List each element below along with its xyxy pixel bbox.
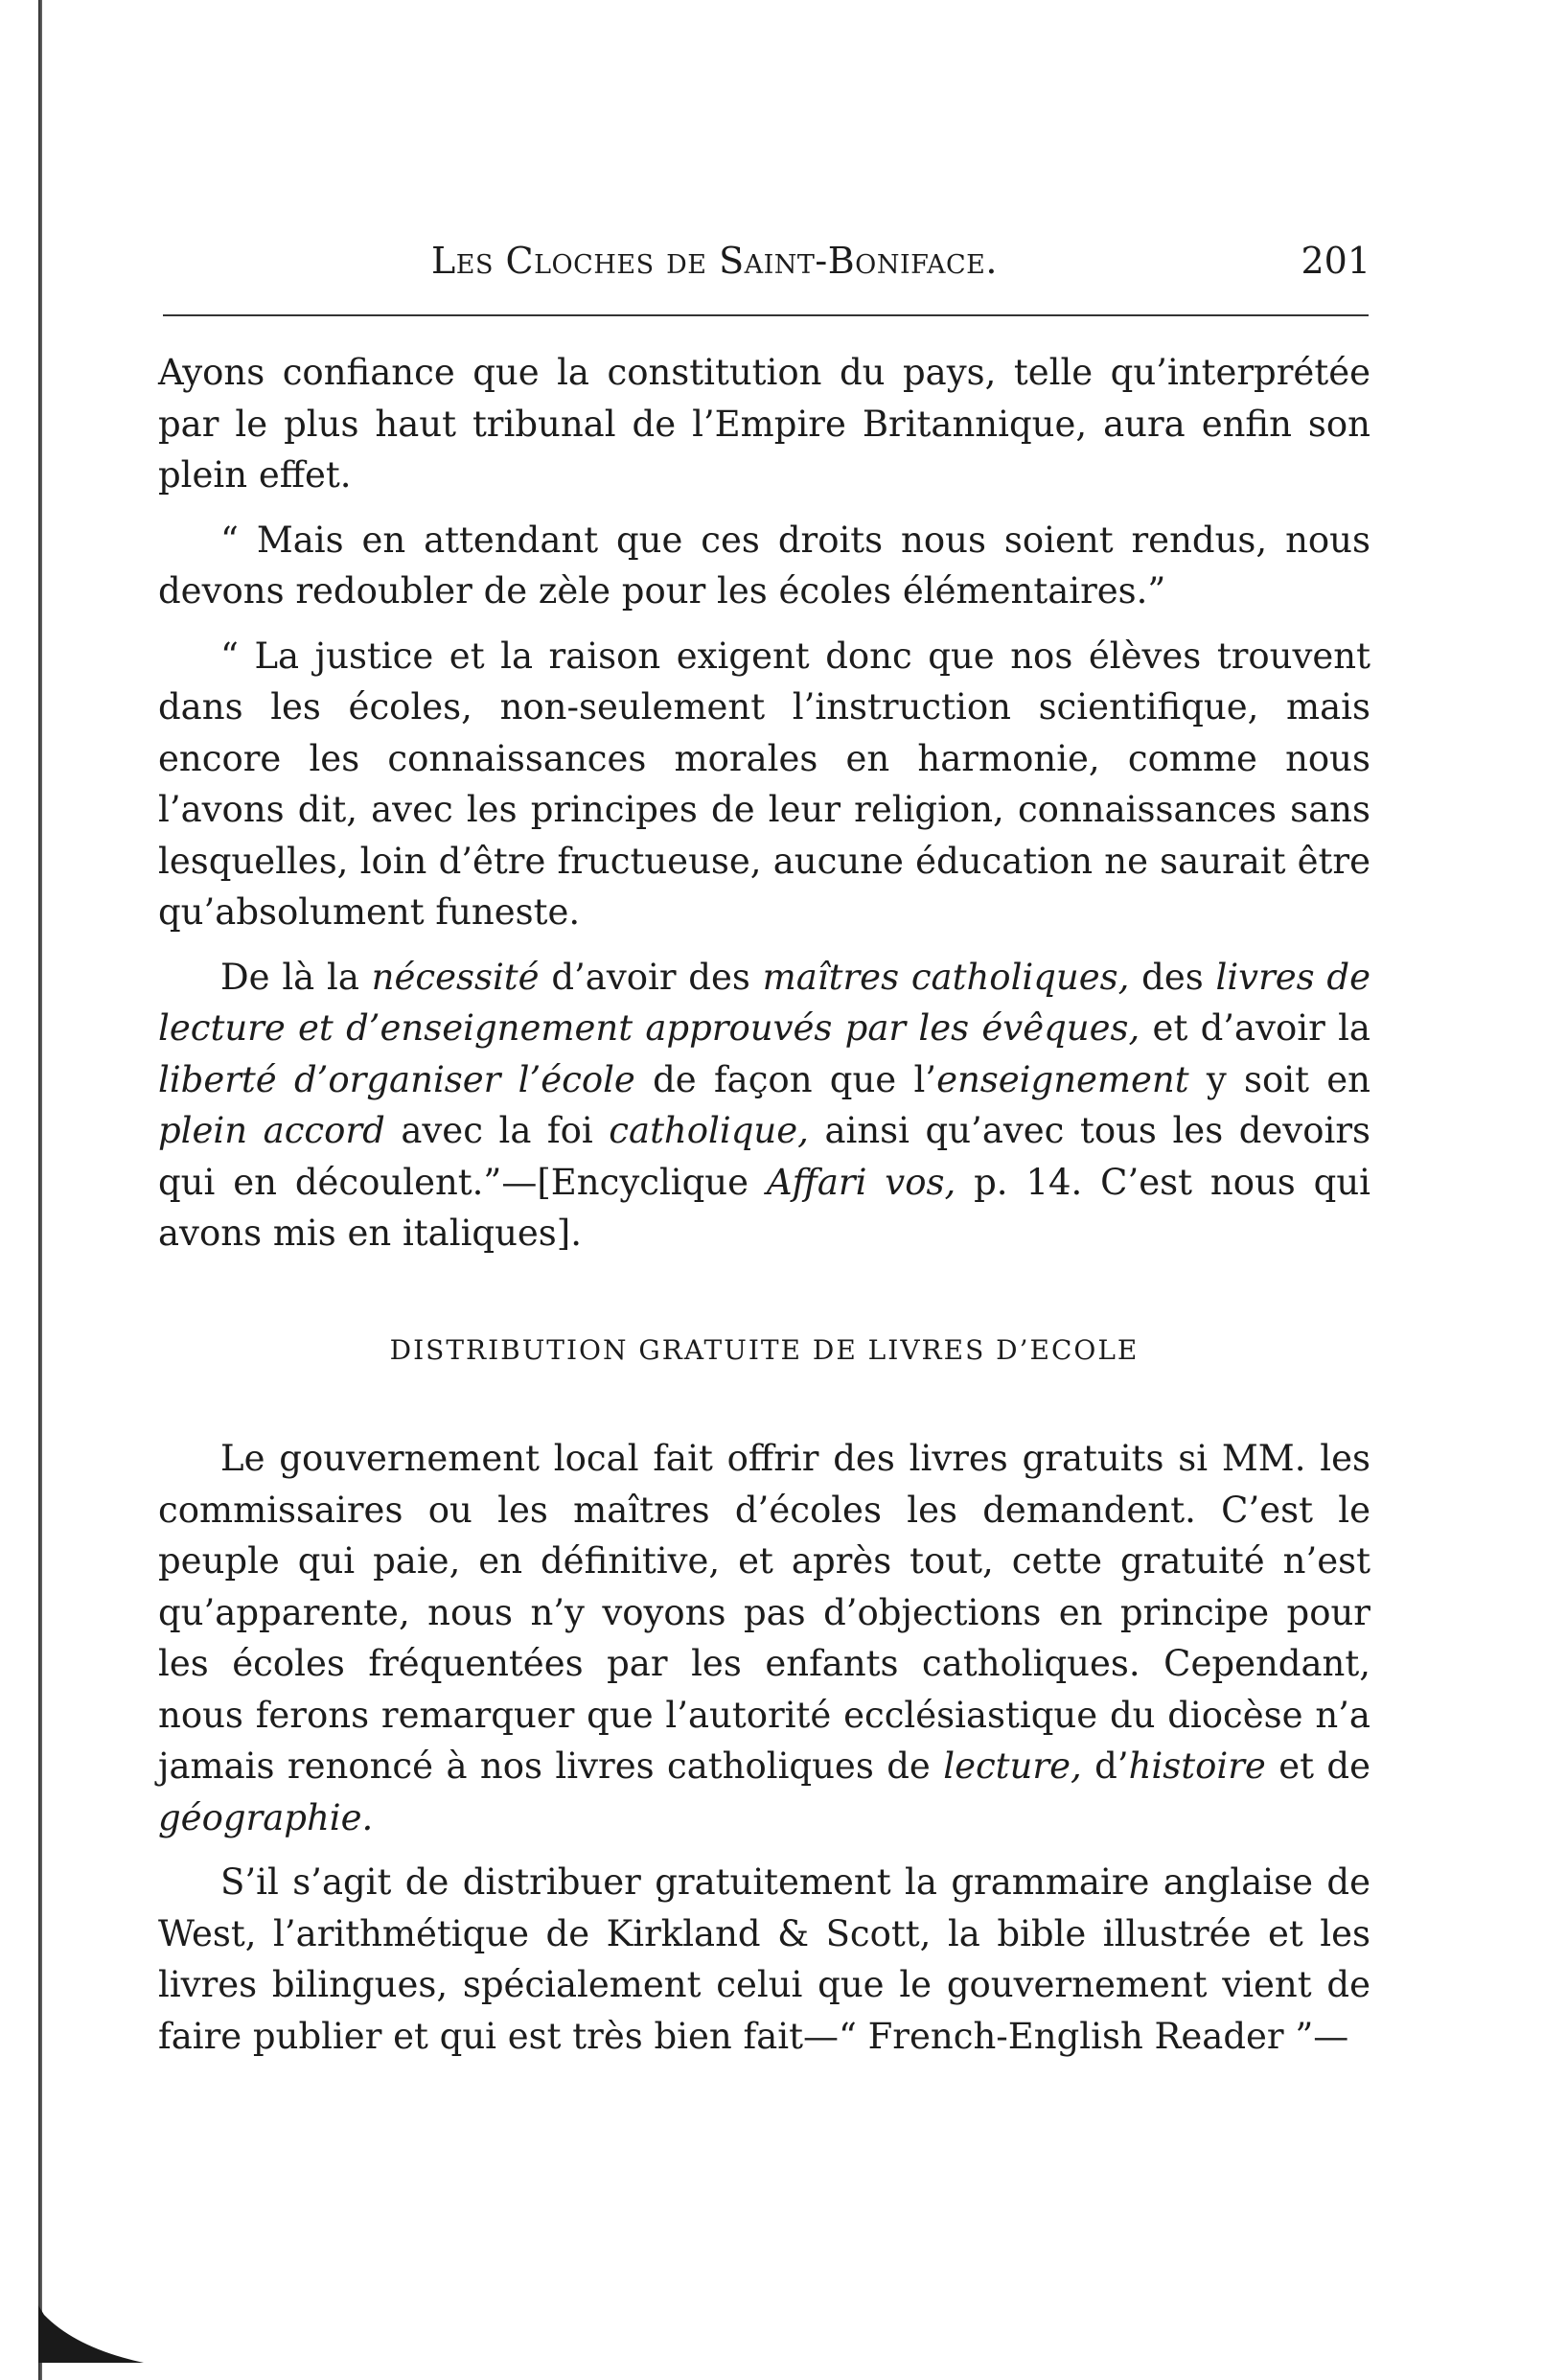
italic-run: géographie. bbox=[158, 1796, 374, 1838]
paragraph-2: “ Mais en attendant que ces droits nous soient rendus, nous devons redoubler de zèle pour les écoles élémentaires.” bbox=[158, 519, 1370, 612]
italic-run: maîtres catholiques, bbox=[762, 956, 1130, 998]
text-run: d’avoir des bbox=[539, 956, 763, 998]
text-run: De là la bbox=[220, 956, 372, 998]
running-header bbox=[158, 240, 1370, 288]
italic-run: liberté d’organiser l’école bbox=[158, 1058, 635, 1100]
paragraph-5 bbox=[158, 1433, 1370, 1843]
italic-run: livres de lecture et d’enseignement approuvés par les évêques, bbox=[158, 956, 1371, 1049]
italic-run: Affari vos, bbox=[766, 1161, 956, 1203]
page-binding-edge bbox=[38, 0, 42, 2380]
text-run: ainsi qu’avec tous les devoirs qui en découlent.”—[Encyclique bbox=[158, 1110, 1370, 1203]
paragraph-4 bbox=[158, 952, 1370, 1259]
text-run: et de bbox=[1265, 1745, 1370, 1787]
text-run: avec la foi bbox=[384, 1110, 610, 1151]
text-run: Le gouvernement local fait offrir des livres gratuits si MM. les commissaires ou les maîtres d’écoles les demandent. C’est le peuple qui paie, en définitive, et après tout, cette gratuité n’est qu’apparente, nous n’y voyons pas d’objections en principe pour les écoles fréquentées par les enfants catholiques. Cependant, nous ferons remarquer que l’autorité ecclésiastique du diocèse n’a jamais renoncé à nos livres catholiques de bbox=[158, 1438, 1370, 1787]
text-run: des bbox=[1129, 956, 1216, 998]
section-heading: DISTRIBUTION GRATUITE DE LIVRES D’ECOLE bbox=[389, 1333, 1140, 1366]
italic-run: nécessité bbox=[371, 956, 540, 998]
paragraph-3: “ La justice et la raison exigent donc que nos élèves trouvent dans les écoles, non-seulement l’instruction scientifique, mais encore les connaissances morales en harmonie, comme nous l’avons dit, avec les principes de leur religion, connaissances sans lesquelles, loin d’être fructueuse, aucune éducation ne saurait être qu’absolument funeste. bbox=[158, 635, 1370, 933]
italic-run: histoire bbox=[1128, 1745, 1266, 1787]
paragraph-1: Ayons confiance que la constitution du pays, telle qu’interprétée par le plus haut tribunal de l’Empire Britannique, aura enfin son plein effet. bbox=[158, 352, 1370, 496]
italic-run: lecture, bbox=[943, 1745, 1082, 1787]
running-title: Les Cloches de Saint-Boniface. bbox=[431, 240, 998, 282]
page-body bbox=[158, 347, 1370, 2075]
text-run: et d’avoir la bbox=[1140, 1007, 1370, 1049]
text-run: de façon que l’ bbox=[634, 1058, 937, 1100]
text-run: y soit en bbox=[1188, 1058, 1370, 1100]
text-run: d’ bbox=[1081, 1745, 1129, 1787]
italic-run: enseignement bbox=[936, 1058, 1189, 1100]
page-corner-shadow bbox=[38, 2305, 144, 2363]
paragraph-6: S’il s’agit de distribuer gratuitement la grammaire anglaise de West, l’arithmétique de Kirkland & Scott, la bible illustrée et les livres bilingues, spécialement celui que le gouvernement vient de faire publier et qui est très bien fait—“ French-English Reader ”— bbox=[158, 1861, 1370, 2057]
header-rule bbox=[163, 314, 1369, 316]
text-run: p. 14. C’est nous qui avons mis en italiques]. bbox=[158, 1161, 1371, 1254]
italic-run: catholique, bbox=[609, 1110, 809, 1151]
italic-run: plein accord bbox=[158, 1110, 385, 1151]
page-number: 201 bbox=[1301, 240, 1370, 282]
